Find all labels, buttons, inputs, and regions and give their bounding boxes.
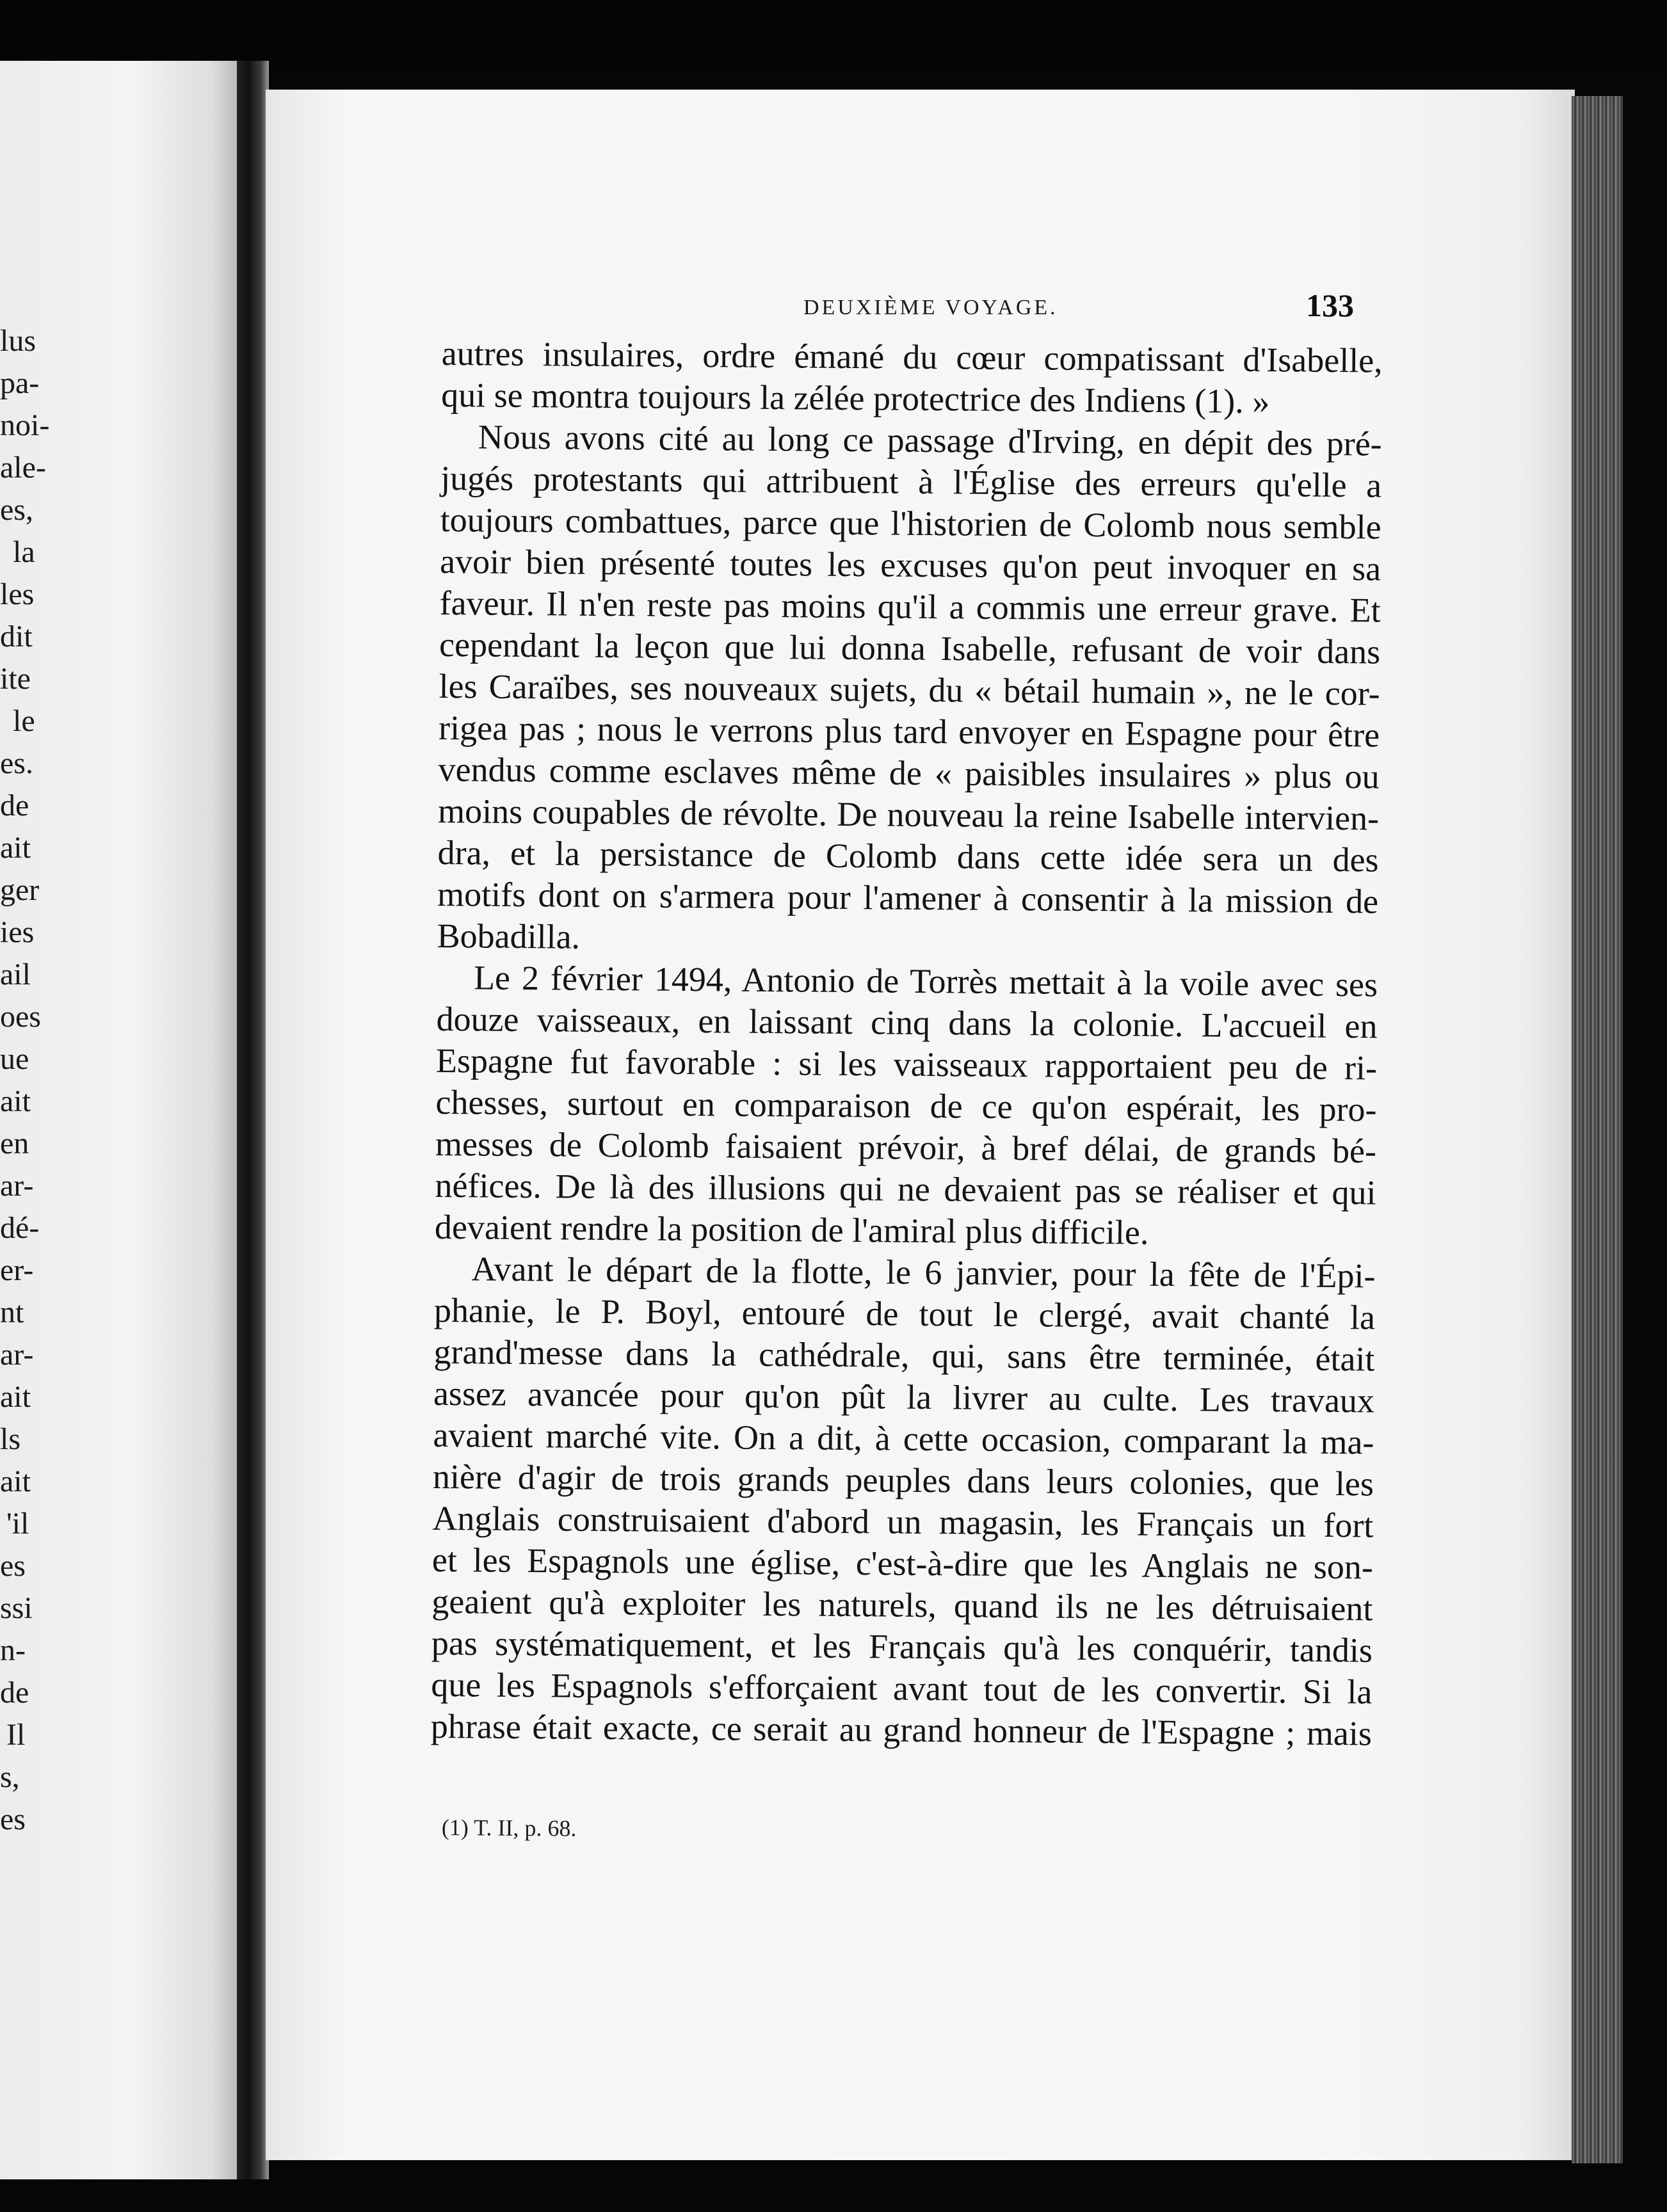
text-line: dra, et la persistance de Colomb dans cette idée sera un des xyxy=(437,833,1379,879)
left-page-fragment: de xyxy=(0,789,29,822)
footnote: (1) T. II, p. 68. xyxy=(441,1815,577,1841)
left-page-fragment: es, xyxy=(0,493,33,527)
text-line: Avant le départ de la flotte, le 6 janvier, pour la fête de l'Épi- xyxy=(471,1249,1376,1295)
left-page-fragment: Il xyxy=(6,1718,26,1752)
left-page-fragment: ait xyxy=(0,1380,31,1414)
left-page-fragment: ssi xyxy=(0,1591,33,1625)
text-line: Espagne fut favorable : si les vaisseaux rapportaient peu de ri- xyxy=(435,1041,1378,1087)
text-line: phanie, le P. Boyl, entouré de tout le clergé, avait chanté la xyxy=(433,1290,1376,1337)
text-line: pas systématiquement, et les Français qu'à les conquérir, tandis xyxy=(431,1623,1373,1670)
left-page-fragment: noi- xyxy=(0,408,50,442)
left-page-fragment: ite xyxy=(0,662,31,696)
text-line: les Caraïbes, ses nouveaux sujets, du « bétail humain », ne le cor- xyxy=(439,666,1380,713)
left-page-fragment: nt xyxy=(0,1295,24,1329)
text-line: motifs dont on s'armera pour l'amener à consentir à la mission de xyxy=(437,874,1379,921)
left-page-fragment: les xyxy=(0,577,35,611)
text-line: avaient marché vite. On a dit, à cette occasion, comparant la ma- xyxy=(433,1415,1374,1462)
left-page-fragment: ue xyxy=(0,1042,29,1076)
left-page-fragment: s, xyxy=(0,1760,20,1794)
left-page-fragment: ale- xyxy=(0,451,46,485)
left-page-fragment: de xyxy=(0,1676,29,1710)
left-page-fragment: ger xyxy=(0,873,40,907)
page-number: 133 xyxy=(1306,287,1354,323)
left-page-fragment: la xyxy=(13,535,35,569)
text-line: néfices. De là des illusions qui ne devaient pas se réaliser et qui xyxy=(435,1166,1376,1212)
left-page-fragment: lus xyxy=(0,324,36,358)
page-header xyxy=(0,287,1667,332)
scan-background xyxy=(0,0,1667,70)
left-page-fragment: ar- xyxy=(0,1338,34,1372)
text-line: cependant la leçon que lui donna Isabelle, refusant de voir dans xyxy=(439,625,1381,671)
text-line: et les Espagnols une église, c'est-à-dire que les Anglais ne son- xyxy=(431,1540,1374,1587)
left-page-fragment: es xyxy=(0,1549,26,1583)
left-page-fragment: dé- xyxy=(0,1211,40,1245)
left-page-fragment: ait xyxy=(0,1464,31,1498)
text-line: Anglais construisaient d'abord un magasin, les Français un fort xyxy=(432,1498,1374,1545)
left-page-fragment: le xyxy=(13,704,35,738)
left-page-fragment: dit xyxy=(0,620,33,653)
text-line: nière d'agir de trois grands peuples dans leurs colonies, que les xyxy=(432,1457,1374,1503)
text-line: rigea pas ; nous le verrons plus tard envoyer en Espagne pour être xyxy=(438,708,1380,755)
text-line: chesses, surtout en comparaison de ce qu'on espérait, les pro- xyxy=(435,1082,1377,1129)
text-line: assez avancée pour qu'on pût la livrer au culte. Les travaux xyxy=(433,1374,1375,1420)
text-line: Nous avons cité au long ce passage d'Irving, en dépit des pré- xyxy=(478,417,1382,463)
left-page-fragment: 'il xyxy=(6,1507,29,1541)
left-page-fragment: ar- xyxy=(0,1169,34,1203)
text-line: que les Espagnols s'efforçaient avant tout de les convertir. Si la xyxy=(431,1665,1373,1711)
text-line: faveur. Il n'en reste pas moins qu'il a commis une erreur grave. Et xyxy=(439,583,1381,630)
text-line: Bobadilla. xyxy=(437,916,581,956)
left-page-fragment: ls xyxy=(0,1422,21,1456)
text-line: avoir bien présenté toutes les excuses qu'on peut invoquer en sa xyxy=(439,541,1381,588)
body-text xyxy=(431,333,1383,1754)
left-page-edge xyxy=(0,61,240,2179)
left-page-fragment: en xyxy=(0,1126,29,1160)
text-line: autres insulaires, ordre émané du cœur compatissant d'Isabelle, xyxy=(441,333,1383,380)
page-block-edge xyxy=(1572,96,1623,2163)
left-page-fragment: er- xyxy=(0,1253,34,1287)
text-line: Le 2 février 1494, Antonio de Torrès mettait à la voile avec ses xyxy=(473,958,1378,1004)
left-page-fragment: pa- xyxy=(0,366,40,400)
text-line: devaient rendre la position de l'amiral plus difficile. xyxy=(434,1207,1149,1252)
left-page-fragment: es xyxy=(0,1802,26,1836)
left-page-fragment: oes xyxy=(0,1000,41,1034)
text-line: toujours combattues, parce que l'historien de Colomb nous semble xyxy=(440,500,1381,547)
text-line: vendus comme esclaves même de « paisibles insulaires » plus ou xyxy=(438,749,1380,796)
text-line: qui se montra toujours la zélée protectrice des Indiens (1). » xyxy=(441,375,1270,421)
text-line: grand'messe dans la cathédrale, qui, sans être terminée, était xyxy=(433,1332,1375,1379)
left-page-fragment: ait xyxy=(0,1084,31,1118)
left-page-fragment: ail xyxy=(0,958,31,991)
text-line: jugés protestants qui attribuent à l'Église des erreurs qu'elle a xyxy=(440,458,1382,505)
left-page-fragment: ies xyxy=(0,915,35,949)
text-line: phrase était exacte, ce serait au grand honneur de l'Espagne ; mais xyxy=(430,1706,1373,1753)
left-page-fragment: es. xyxy=(0,746,33,780)
running-head: DEUXIÈME VOYAGE. xyxy=(803,296,1058,319)
text-line: moins coupables de révolte. De nouveau la reine Isabelle intervien- xyxy=(437,791,1380,838)
left-page-fragment: n- xyxy=(0,1633,26,1667)
text-line: douze vaisseaux, en laissant cinq dans la colonie. L'accueil en xyxy=(436,999,1378,1046)
left-page-fragment: ait xyxy=(0,831,31,865)
text-line: geaient qu'à exploiter les naturels, quand ils ne les détruisaient xyxy=(431,1582,1373,1628)
book-gutter xyxy=(237,61,269,2179)
text-line: messes de Colomb faisaient prévoir, à bref délai, de grands bé- xyxy=(435,1124,1377,1171)
